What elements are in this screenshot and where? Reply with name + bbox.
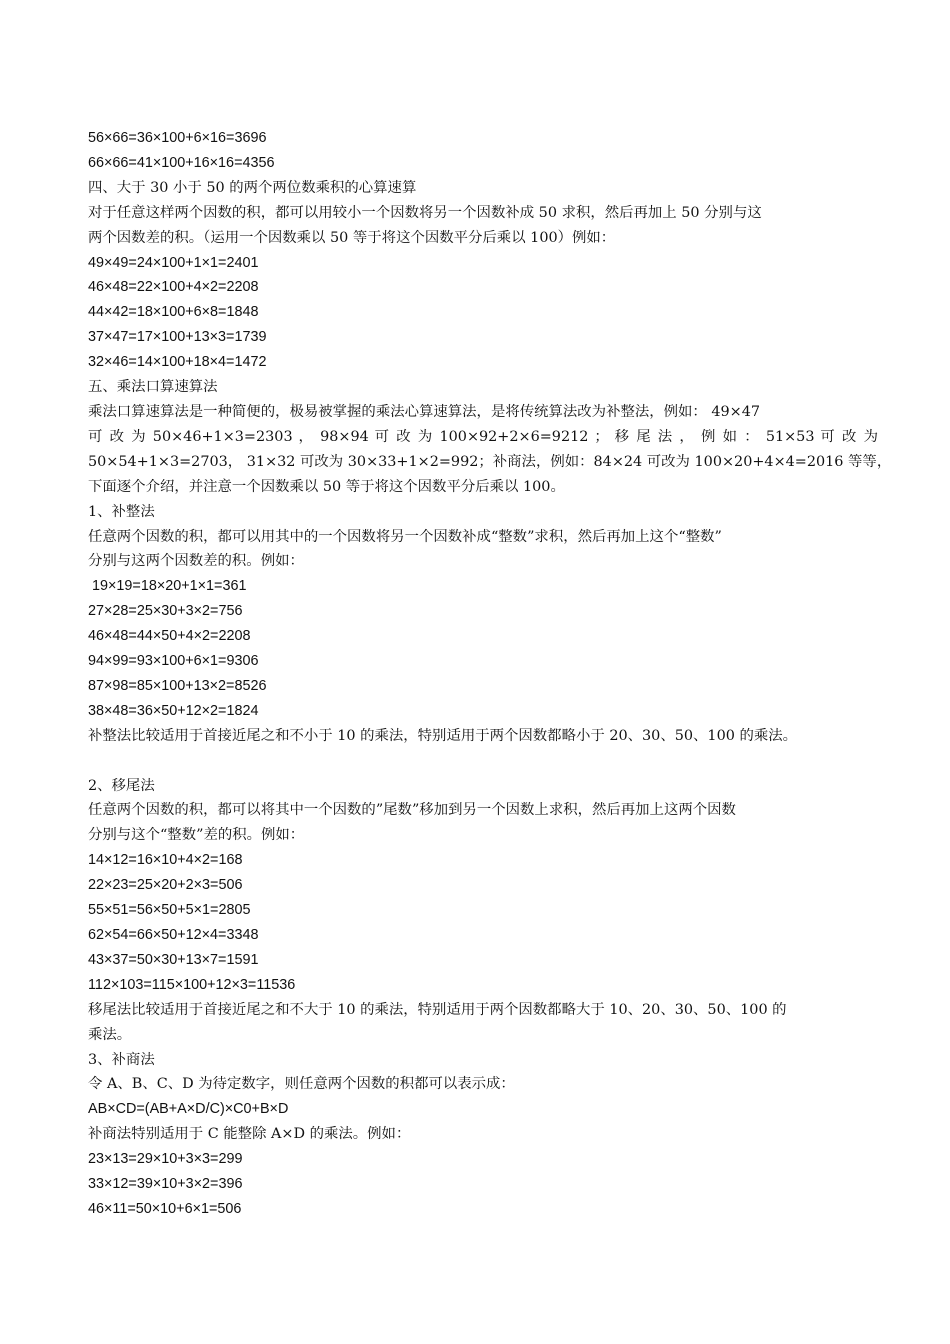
blank-line [88, 749, 878, 774]
section-heading: 四、大于 30 小于 50 的两个两位数乘积的心算速算 [88, 179, 417, 196]
subsection-heading: 2、移尾法 [88, 777, 155, 794]
paragraph-line: 令 A、B、C、D 为待定数字，则任意两个因数的积都可以表示成： [88, 1076, 515, 1093]
equation-line: 94×99=93×100+6×1=9306 [88, 653, 259, 670]
equation-line: 14×12=16×10+4×2=168 [88, 852, 243, 869]
paragraph-line: 移尾法比较适用于首接近尾之和不大于 10 的乘法，特别适用于两个因数都略大于 10、20、30、50、100 的 [88, 1001, 787, 1018]
equation-line: 46×11=50×10+6×1=506 [88, 1200, 242, 1217]
paragraph-line: 补商法特别适用于 C 能整除 A×D 的乘法。例如： [88, 1126, 411, 1143]
section-heading: 五、乘法口算速算法 [88, 379, 218, 396]
equation-line: 87×98=85×100+13×2=8526 [88, 677, 267, 694]
subsection-heading: 3、补商法 [88, 1051, 155, 1068]
paragraph-line: 分别与这个“整数”差的积。例如： [88, 827, 305, 844]
paragraph-line: 任意两个因数的积，都可以将其中一个因数的”尾数”移加到另一个因数上求积，然后再加上这两个因数 [88, 802, 736, 819]
paragraph-line: 乘法。 [88, 1026, 132, 1043]
equation-line: 22×23=25×20+2×3=506 [88, 877, 243, 894]
equation-line: 43×37=50×30+13×7=1591 [88, 951, 259, 968]
equation-line: 37×47=17×100+13×3=1739 [88, 329, 267, 346]
paragraph-line: 下面逐个介绍，并注意一个因数乘以 50 等于将这个因数平分后乘以 100。 [88, 478, 565, 495]
equation-line: 19×19=18×20+1×1=361 [88, 578, 247, 595]
equation-line: 62×54=66×50+12×4=3348 [88, 926, 259, 943]
equation-line: 27×28=25×30+3×2=756 [88, 603, 243, 620]
paragraph-line: 50×54+1×3=2703， 31×32 可改为 30×33+1×2=992；补商法，例如：84×24 可改为 100×20+4×4=2016 等等， [88, 453, 892, 470]
equation-line: 112×103=115×100+12×3=11536 [88, 976, 296, 993]
paragraph-line: 乘法口算速算法是一种简便的，极易被掌握的乘法心算速算法，是将传统算法改为补整法，例如： 49×47 [88, 403, 761, 420]
paragraph-line: 对于任意这样两个因数的积，都可以用较小一个因数将另一个因数补成 50 求积，然后再加上 50 分别与这 [88, 204, 762, 221]
subsection-heading: 1、补整法 [88, 503, 155, 520]
equation-line: 46×48=44×50+4×2=2208 [88, 628, 251, 645]
equation-line: 55×51=56×50+5×1=2805 [88, 902, 251, 919]
equation-line: 33×12=39×10+3×2=396 [88, 1176, 243, 1193]
formula-line: AB×CD=(AB+A×D/C)×C0+B×D [88, 1101, 289, 1118]
paragraph-line: 任意两个因数的积，都可以用其中的一个因数将另一个因数补成“整数”求积，然后再加上这个“整数” [88, 528, 722, 545]
equation-line: 56×66=36×100+6×16=3696 [88, 130, 267, 146]
equation-line: 49×49=24×100+1×1=2401 [88, 254, 259, 271]
paragraph-line: 分别与这两个因数差的积。例如： [88, 553, 304, 570]
document-page [88, 126, 892, 1222]
equation-line: 38×48=36×50+12×2=1824 [88, 702, 259, 719]
paragraph-line: 可 改 为 50×46+1×3=2303 ， 98×94 可 改 为 100×92+2×6=9212 ； 移 尾 法 ， 例 如 ： 51×53 可 改 为 [88, 428, 878, 445]
paragraph-line: 补整法比较适用于首接近尾之和不小于 10 的乘法，特别适用于两个因数都略小于 20、30、50、100 的乘法。 [88, 727, 798, 744]
equation-line: 44×42=18×100+6×8=1848 [88, 304, 259, 321]
equation-line: 66×66=41×100+16×16=4356 [88, 154, 275, 171]
equation-line: 23×13=29×10+3×3=299 [88, 1151, 243, 1168]
equation-line: 46×48=22×100+4×2=2208 [88, 279, 259, 296]
equation-line: 32×46=14×100+18×4=1472 [88, 354, 267, 371]
paragraph-line: 两个因数差的积。（运用一个因数乘以 50 等于将这个因数平分后乘以 100）例如： [88, 229, 616, 246]
